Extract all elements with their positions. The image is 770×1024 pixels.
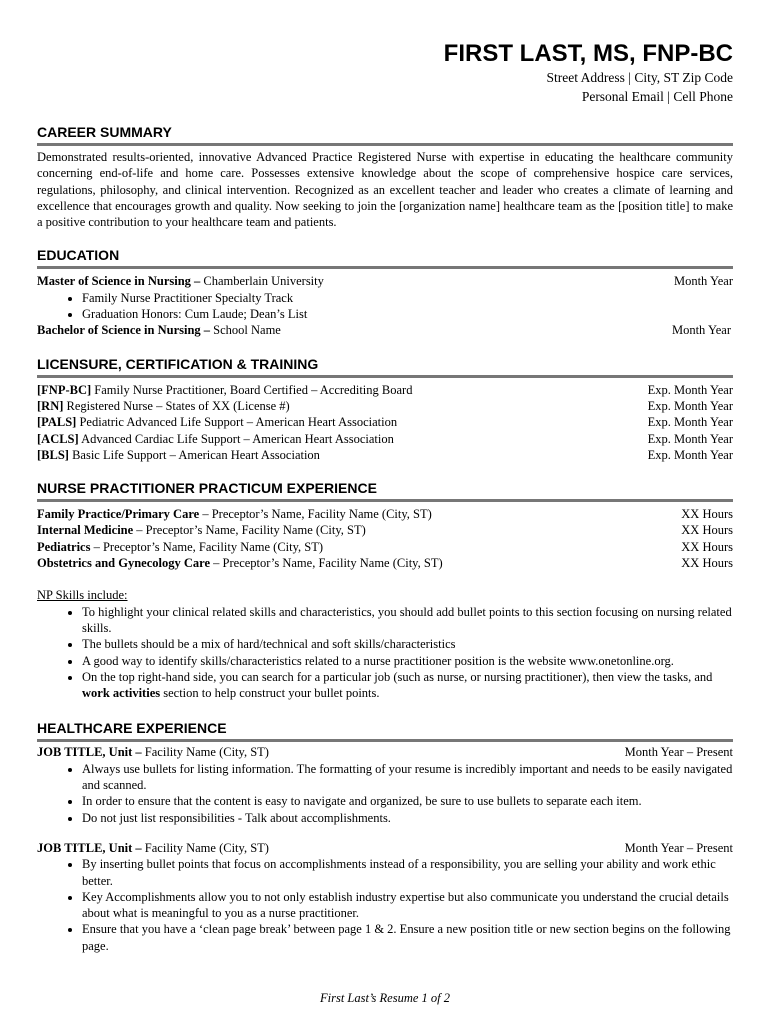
education-date: Month Year [673, 274, 733, 289]
license-expiry: Exp. Month Year [647, 431, 733, 446]
masters-bullet-list [37, 290, 733, 323]
license-row [37, 382, 733, 398]
practicum-description: – Preceptor’s Name, Facility Name (City, ST) [90, 539, 324, 554]
job-title: JOB TITLE, Unit – [37, 840, 142, 855]
section-title-licensure: LICENSURE, CERTIFICATION & TRAINING [37, 355, 733, 378]
job-title: JOB TITLE, Unit – [37, 745, 142, 760]
resume-page [37, 40, 733, 954]
license-expiry: Exp. Month Year [647, 447, 733, 462]
degree-name: Master of Science in Nursing – [37, 274, 201, 289]
license-row [37, 414, 733, 430]
license-description: Basic Life Support – American Heart Association [68, 447, 320, 462]
license-code: [FNP-BC] [37, 382, 92, 397]
school-name: Chamberlain University [200, 274, 324, 289]
practicum-text [37, 522, 366, 538]
spacer [37, 826, 733, 840]
license-code: [ACLS] [37, 431, 79, 446]
license-description: Advanced Cardiac Life Support – American Heart Association [78, 431, 394, 446]
practicum-row [37, 522, 733, 538]
practicum-description: – Preceptor’s Name, Facility Name (City, ST) [199, 507, 432, 522]
list-item: • Graduation Honors: Cum Laude; Dean’s List [82, 306, 733, 322]
practicum-text [37, 506, 432, 522]
section-title-healthcare: HEALTHCARE EXPERIENCE [37, 719, 733, 742]
license-description: Registered Nurse – States of XX (License #) [63, 398, 290, 413]
license-row [37, 447, 733, 463]
contact-info: Personal Email | Cell Phone [581, 89, 733, 104]
list-item-text: On the top right-hand side, you can search for a particular job (such as nurse, or nursing practitioner), then view the tasks, and [82, 669, 713, 684]
job-bullet-list [37, 856, 733, 954]
job-header [37, 744, 733, 760]
job-header [37, 840, 733, 856]
education-entry-bachelors [37, 322, 733, 338]
candidate-name: FIRST LAST, MS, FNP-BC [443, 40, 733, 67]
section-title-education: EDUCATION [37, 246, 733, 269]
license-expiry: Exp. Month Year [647, 398, 733, 413]
license-row [37, 431, 733, 447]
license-code: [BLS] [37, 447, 69, 462]
license-code: [RN] [37, 398, 64, 413]
license-text [37, 447, 320, 463]
list-item-text: section to help construct your bullet points. [160, 686, 380, 701]
np-skills-list [37, 604, 733, 702]
section-title-practicum: NURSE PRACTITIONER PRACTICUM EXPERIENCE [37, 479, 733, 502]
license-row [37, 398, 733, 414]
list-item: • Key Accomplishments allow you to not only establish industry expertise but also communicate you understand the crucial details about what is meaningful to you as a nurse practitioner. [82, 889, 733, 922]
license-expiry: Exp. Month Year [647, 382, 733, 397]
job-facility: Facility Name (City, ST) [141, 840, 269, 855]
list-item: • Ensure that you have a ‘clean page break’ between page 1 & 2. Ensure a new position title or new section begins on the following page. [82, 921, 733, 954]
list-item: • Always use bullets for listing information. The formatting of your resume is incredibly important and needs to be easily navigated and scanned. [82, 761, 733, 794]
list-item: • To highlight your clinical related skills and characteristics, you should add bullet points to this section focusing on nursing related skills. [82, 604, 733, 637]
career-summary-text: Demonstrated results-oriented, innovative Advanced Practice Registered Nurse with expertise in educating the healthcare community concerning end-of-life and home care. Possesses extensive knowledge about the scope of comprehensive hospice care services, regulations, philosophy, and clinical intervention. Recognized as an excellent teacher and leader who creates a climate of learning and excellence that encourages growth and quality. Now seeking to join the [organization name] healthcare team as the [position title] to make a positive contribution to your healthcare team and patients. [37, 150, 733, 230]
section-title-career-summary: CAREER SUMMARY [37, 123, 733, 146]
list-item: • Family Nurse Practitioner Specialty Track [82, 290, 733, 306]
practicum-area: Family Practice/Primary Care [37, 507, 200, 522]
practicum-text [37, 539, 323, 555]
practicum-area: Pediatrics [37, 539, 91, 554]
list-item: • A good way to identify skills/characteristics related to a nurse practitioner position is the website www.onetonline.org. [82, 653, 733, 669]
list-item: • The bullets should be a mix of hard/technical and soft skills/characteristics [82, 636, 733, 652]
practicum-row [37, 555, 733, 571]
education-entry-text [37, 273, 324, 289]
practicum-area: Internal Medicine [37, 523, 134, 538]
practicum-description: – Preceptor’s Name, Facility Name (City, ST) [210, 556, 443, 571]
school-name: School Name [210, 323, 281, 338]
practicum-hours: XX Hours [681, 556, 733, 571]
job-bullet-list [37, 761, 733, 826]
job-heading [37, 840, 269, 856]
practicum-hours: XX Hours [681, 539, 733, 554]
list-item: • Do not just list responsibilities - Talk about accomplishments. [82, 810, 733, 826]
license-expiry: Exp. Month Year [647, 415, 733, 430]
license-description: Pediatric Advanced Life Support – American Heart Association [76, 415, 398, 430]
license-text [37, 431, 394, 447]
practicum-row [37, 506, 733, 522]
practicum-text [37, 555, 443, 571]
license-text [37, 414, 397, 430]
np-skills-heading: NP Skills include: [37, 588, 128, 603]
education-date: Month Year [671, 323, 731, 338]
license-text [37, 398, 290, 414]
list-item [82, 669, 733, 702]
practicum-area: Obstetrics and Gynecology Care [37, 556, 211, 571]
street-address: Street Address | City, ST Zip Code [546, 70, 733, 85]
job-heading [37, 744, 269, 760]
education-entry-masters [37, 273, 733, 289]
page-footer: First Last’s Resume 1 of 2 [320, 991, 450, 1005]
practicum-description: – Preceptor’s Name, Facility Name (City, ST) [133, 523, 366, 538]
list-item: • In order to ensure that the content is easy to navigate and organized, be sure to use bullets to separate each item. [82, 793, 733, 809]
degree-name: Bachelor of Science in Nursing – [37, 323, 211, 338]
job-facility: Facility Name (City, ST) [141, 745, 269, 760]
license-text [37, 382, 412, 398]
emphasis-text: work activities [82, 686, 161, 701]
list-item: • By inserting bullet points that focus on accomplishments instead of a responsibility, you are selling your ability and work ethic better. [82, 856, 733, 889]
job-dates: Month Year – Present [624, 840, 733, 855]
job-dates: Month Year – Present [624, 745, 733, 760]
license-code: [PALS] [37, 415, 77, 430]
education-entry-text [37, 322, 281, 338]
practicum-row [37, 539, 733, 555]
practicum-hours: XX Hours [681, 507, 733, 522]
practicum-hours: XX Hours [681, 523, 733, 538]
license-description: Family Nurse Practitioner, Board Certified – Accrediting Board [91, 382, 413, 397]
